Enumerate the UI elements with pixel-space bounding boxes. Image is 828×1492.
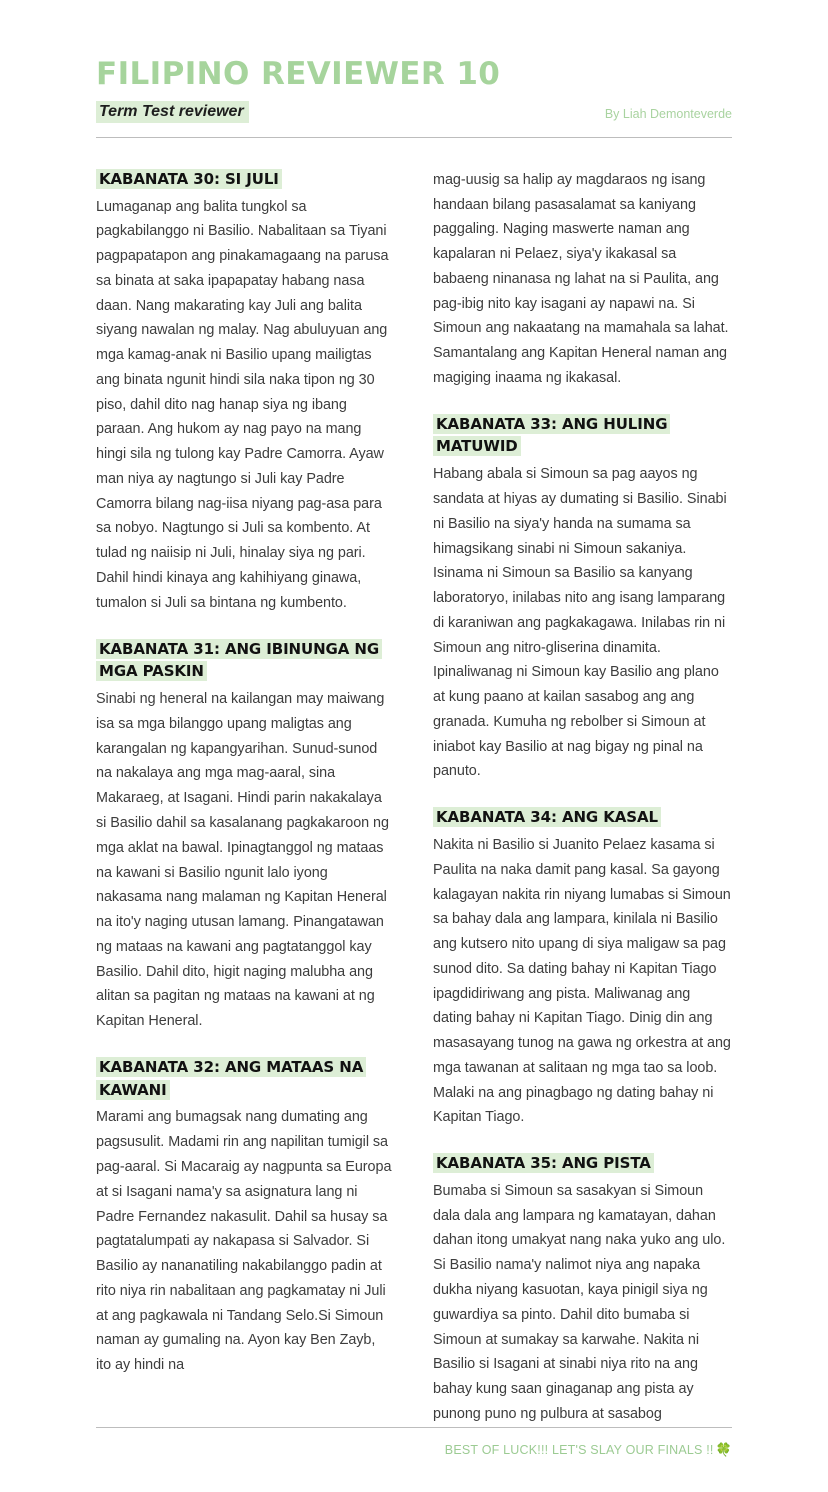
chapter-heading-34 bbox=[433, 806, 731, 829]
chapter-section-32-continued bbox=[433, 168, 731, 391]
chapter-section-32 bbox=[96, 1056, 394, 1378]
chapter-section-33 bbox=[433, 413, 731, 785]
header-divider bbox=[96, 137, 732, 138]
chapter-heading-35 bbox=[433, 1152, 731, 1175]
chapter-heading-30 bbox=[96, 168, 394, 191]
clover-icon: 🍀 bbox=[715, 1441, 732, 1457]
document-header bbox=[96, 58, 732, 138]
column-right bbox=[433, 168, 731, 1427]
chapter-section-35 bbox=[433, 1152, 731, 1426]
chapter-section-30 bbox=[96, 168, 394, 616]
footer-message-text: BEST OF LUCK!!! LET'S SLAY OUR FINALS !! bbox=[444, 1442, 714, 1457]
chapter-body-32: Marami ang bumagsak nang dumating ang pagsusulit. Madami rin ang napilitan tumigil sa pag-aaral. Si Macaraig ay nagpunta sa Europa at si Isagani nama'y sa asignatura lang ni Padre Fernandez nakasulit. Dahil sa husay sa pagtatalumpati ay nakapasa si Salvador. Si Basilio ay nananatiling nakabilanggo padin at rito niya rin nabalitaan ang pagkamatay ni Juli at ang pagkawala ni Tandang Selo.Si Simoun naman ay gumaling na. Ayon kay Ben Zayb, ito ay hindi na bbox=[96, 1109, 392, 1374]
column-left bbox=[96, 168, 394, 1427]
chapter-heading-30-text: KABANATA 30: SI JULI bbox=[96, 169, 282, 189]
page-title: FILIPINO REVIEWER 10 bbox=[96, 56, 501, 92]
chapter-body-32-continued: mag-uusig sa halip ay magdaraos ng isang handaan bilang pasasalamat sa kaniyang paggaling. Naging maswerte naman ang kapalaran ni Pelaez, siya'y ikakasal sa babaeng ninanasa ng lahat na si Paulita, ang pag-ibig nito kay isagani ay napawi na. Si Simoun ang nakaatang na mamahala sa lahat. Samantalang ang Kapitan Heneral naman ang magiging inaama ng ikakasal. bbox=[433, 171, 729, 386]
chapter-body-30: Lumaganap ang balita tungkol sa pagkabilanggo ni Basilio. Nabalitaan sa Tiyani pagpapatapon ang pinakamagaang na parusa sa binata at saka ipapapatay habang nasa daan. Nang makarating kay Juli ang balita siyang nawalan ng malay. Nag abuluyuan ang mga kamag-anak ni Basilio upang mailigtas ang binata ngunit hindi sila naka tipon ng 30 piso, dahil dito nag hanap siya ng ibang paraan. Ang hukom ay nag payo na mang hingi sila ng tulong kay Padre Camorra. Ayaw man niya ay nagtungo si Juli kay Padre Camorra bilang nag-iisa niyang pag-asa para sa nobyo. Nagtungo si Juli sa kombento. At tulad ng naiisip ni Juli, hinalay siya ng pari. Dahil hindi kinaya ang kahihiyang ginawa, tumalon si Juli sa bintana ng kumbento. bbox=[96, 198, 389, 611]
footer-divider bbox=[96, 1427, 732, 1428]
chapter-heading-31-text: KABANATA 31: ANG IBINUNGA NG MGA PASKIN bbox=[96, 639, 382, 682]
chapter-heading-31 bbox=[96, 638, 394, 684]
chapter-section-31 bbox=[96, 638, 394, 1034]
chapter-section-34 bbox=[433, 806, 731, 1130]
chapter-heading-33 bbox=[433, 413, 731, 459]
subtitle-row bbox=[96, 101, 732, 123]
footer-message bbox=[96, 1442, 732, 1458]
chapter-body-31: Sinabi ng heneral na kailangan may maiwang isa sa mga bilanggo upang maligtas ang karangalan ng kapangyarihan. Sunud-sunod na nakalaya ang mga mag-aaral, sina Makaraeg, at Isagani. Hindi parin nakakalaya si Basilio dahil sa kasalanang pagkakaroon ng mga aklat na bawal. Ipinagtanggol ng mataas na kawani si Basilio ngunit lalo iyong nakasama nang malaman ng Kapitan Heneral na ito'y naging utusan lamang. Pinangatawan ng mataas na kawani ang pagtatanggol kay Basilio. Dahil dito, higit naging malubha ang alitan sa pagitan ng mataas na kawani at ng Kapitan Heneral. bbox=[96, 691, 389, 1030]
chapter-heading-35-text: KABANATA 35: ANG PISTA bbox=[433, 1153, 654, 1173]
document-footer bbox=[96, 1427, 732, 1492]
two-column-body bbox=[96, 168, 732, 1427]
document-subtitle: Term Test reviewer bbox=[96, 101, 249, 123]
chapter-heading-32-text: KABANATA 32: ANG MATAAS NA KAWANI bbox=[96, 1057, 366, 1100]
chapter-heading-33-text: KABANATA 33: ANG HULING MATUWID bbox=[433, 414, 670, 457]
chapter-heading-32 bbox=[96, 1056, 394, 1102]
chapter-heading-34-text: KABANATA 34: ANG KASAL bbox=[433, 807, 661, 827]
chapter-body-35: Bumaba si Simoun sa sasakyan si Simoun dala dala ang lampara ng kamatayan, dahan dahan itong umakyat nang naka yuko ang ulo. Si Basilio nama'y nalimot niya ang napaka dukha niyang kasuotan, kaya pinigil siya ng guwardiya sa pinto. Dahil dito bumaba si Simoun at sumakay sa karwahe. Nakita ni Basilio si Isagani at sinabi niya rito na ang bahay kung saan ginaganap ang pista ay punong puno ng pulbura at sasabog bbox=[433, 1182, 726, 1422]
chapter-body-33: Habang abala si Simoun sa pag aayos ng sandata at hiyas ay dumating si Basilio. Sinabi ni Basilio na siya'y handa na sumama sa himagsikang sinabi ni Simoun sakaniya. Isinama ni Simoun sa Basilio sa kanyang laboratoryo, inilabas nito ang isang lamparang di karaniwan ang pagkakagawa. Inilabas rin ni Simoun ang nitro-gliserina dinamita. Ipinaliwanag ni Simoun kay Basilio ang plano at kung paano at kailan sasabog ang ang granada. Kumuha ng rebolber si Simoun at iniabot kay Basilio at nag bigay ng pinal na panuto. bbox=[433, 466, 727, 780]
chapter-body-34: Nakita ni Basilio si Juanito Pelaez kasama si Paulita na naka damit pang kasal. Sa gayong kalagayan nakita rin niyang lumabas si Simoun sa bahay dala ang lampara, kinilala ni Basilio ang kutsero nito upang di siya maligaw sa pag sunod dito. Sa dating bahay ni Kapitan Tiago ipagdidiriwang ang pista. Maliwanag ang dating bahay ni Kapitan Tiago. Dinig din ang masasayang tunog na gawa ng orkestra at ang mga tawanan at salitaan ng mga tao sa loob. Malaki na ang pinagbago ng dating bahay ni Kapitan Tiago. bbox=[433, 836, 731, 1126]
byline: By Liah Demonteverde bbox=[604, 106, 732, 121]
